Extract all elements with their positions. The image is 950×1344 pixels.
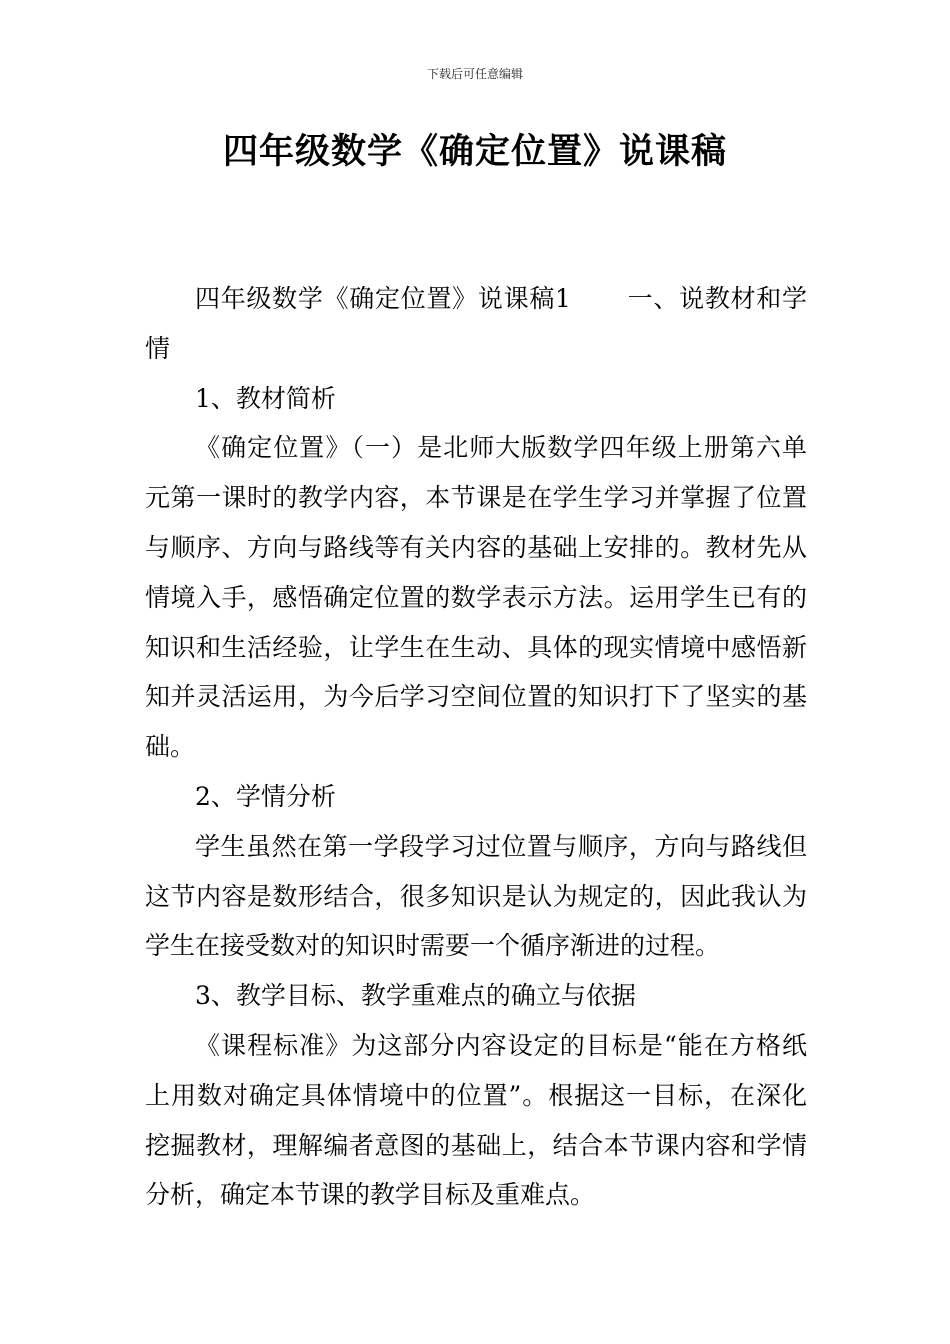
section-1-body: 《确定位置》（一）是北师大版数学四年级上册第六单元第一课时的教学内容，本节课是在学生学习并掌握了位置与顺序、方向与路线等有关内容的基础上安排的。教材先从情境入手，感悟确定位置的数学表示方法。运用学生已有的知识和生活经验，让学生在生动、具体的现实情境中感悟新知并灵活运用，为今后学习空间位置的知识打下了坚实的基础。	[145, 433, 807, 762]
section-2-heading: 2、学情分析	[195, 781, 336, 811]
section-1-heading: 1、教材简析	[195, 383, 336, 413]
section-3-heading: 3、教学目标、教学重难点的确立与依据	[195, 981, 636, 1011]
header-note: 下载后可任意编辑	[426, 67, 523, 81]
section-2-body: 学生虽然在第一学段学习过位置与顺序，方向与路线但这节内容是数形结合，很多知识是认为规定的，因此我认为学生在接受数对的知识时需要一个循序渐进的过程。	[145, 831, 807, 961]
document-title: 四年级数学《确定位置》说课稿	[222, 132, 727, 172]
document-body	[145, 274, 807, 1220]
section-3-body: 《课程标准》为这部分内容设定的目标是“能在方格纸上用数对确定具体情境中的位置”。根据这一目标，在深化挖掘教材，理解编者意图的基础上，结合本节课内容和学情分析，确定本节课的教学目标及重难点。	[145, 1030, 807, 1210]
intro-lesson-title: 四年级数学《确定位置》说课稿1	[195, 284, 571, 313]
intro-paragraph	[145, 274, 807, 374]
intro-section-heading: 一、说教材和学情	[145, 284, 807, 363]
